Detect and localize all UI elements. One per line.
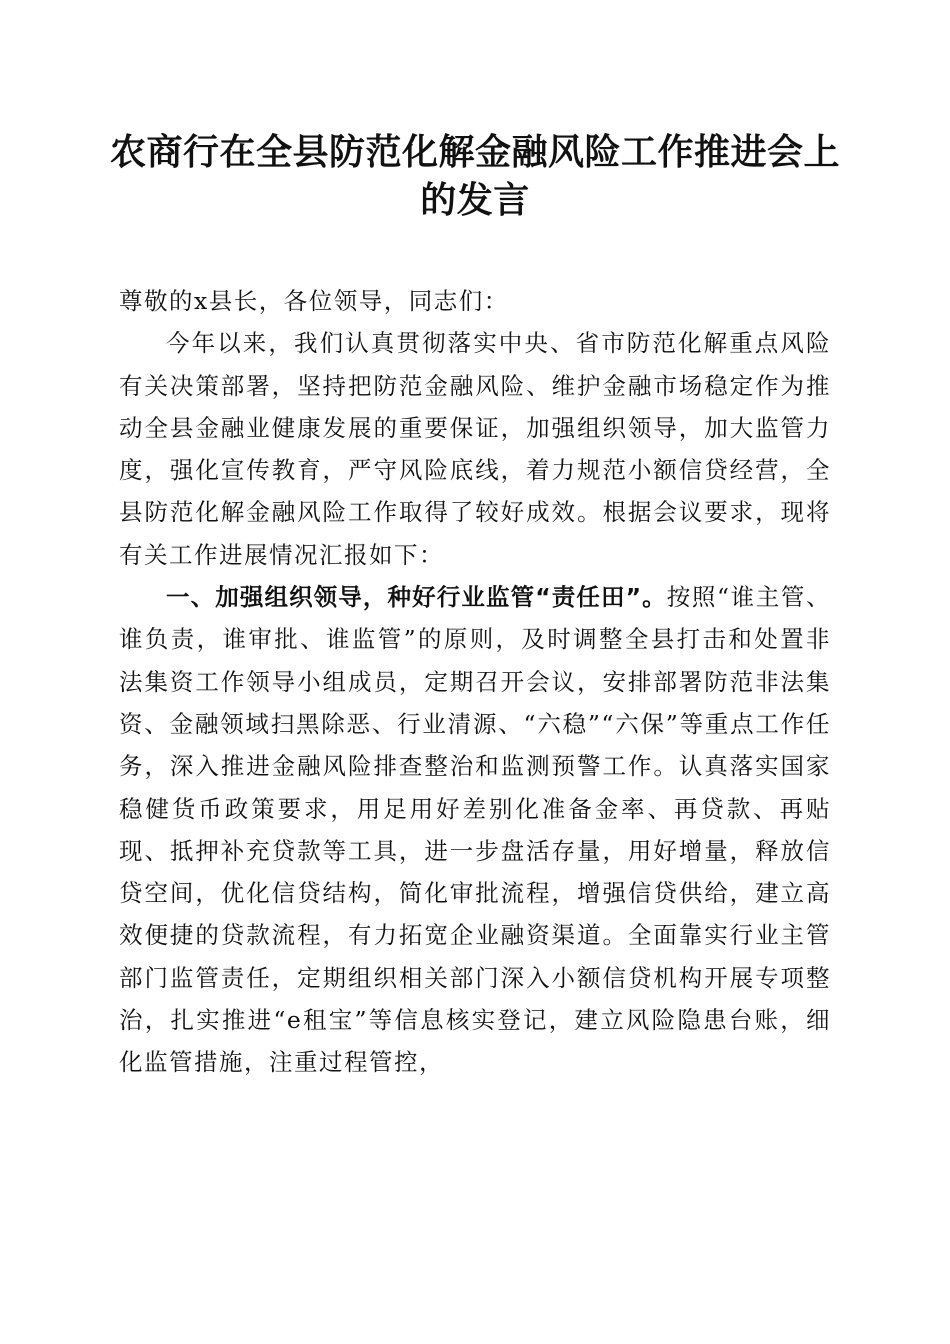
document-title — [100, 128, 850, 224]
title-line-1: 农商行在全县防范化解金融风险工作推进会上 — [109, 131, 840, 173]
section-1-paragraph — [119, 576, 831, 1084]
salutation: 尊敬的x县长，各位领导，同志们： — [119, 287, 509, 315]
document-body — [119, 280, 831, 1084]
section-1-body: 按照“谁主管、谁负责，谁审批、谁监管”的原则，及时调整全县打击和处置非法集资工作领导小组成员，定期召开会议，安排部署防范非法集资、金融领域扫黑除恶、行业清源、“六稳”“六保”等重点工作任务，深入推进金融风险排查整治和监测预警工作。认真落实国家稳健货币政策要求，用足用好差别化准备金率、再贷款、再贴现、抵押补充贷款等工具，进一步盘活存量，用好增量，释放信贷空间，优化信贷结构，简化审批流程，增强信贷供给，建立高效便捷的贷款流程，有力拓宽企业融资渠道。全面靠实行业主管部门监管责任，定期组织相关部门深入小额信贷机构开展专项整治，扎实推进“e租宝”等信息核实登记，建立风险隐患台账，细化监管措施，注重过程管控， — [119, 583, 831, 1077]
section-1-heading: 一、加强组织领导，种好行业监管“责任田”。 — [166, 583, 667, 612]
intro-paragraph: 今年以来，我们认真贯彻落实中央、省市防范化解重点风险有关决策部署，坚持把防范金融风险、维护金融市场稳定作为推动全县金融业健康发展的重要保证，加强组织领导，加大监管力度，强化宣传教育，严守风险底线，着力规范小额信贷经营，全县防范化解金融风险工作取得了较好成效。根据会议要求，现将有关工作进展情况汇报如下： — [119, 329, 831, 569]
title-line-2: 的发言 — [420, 179, 530, 221]
